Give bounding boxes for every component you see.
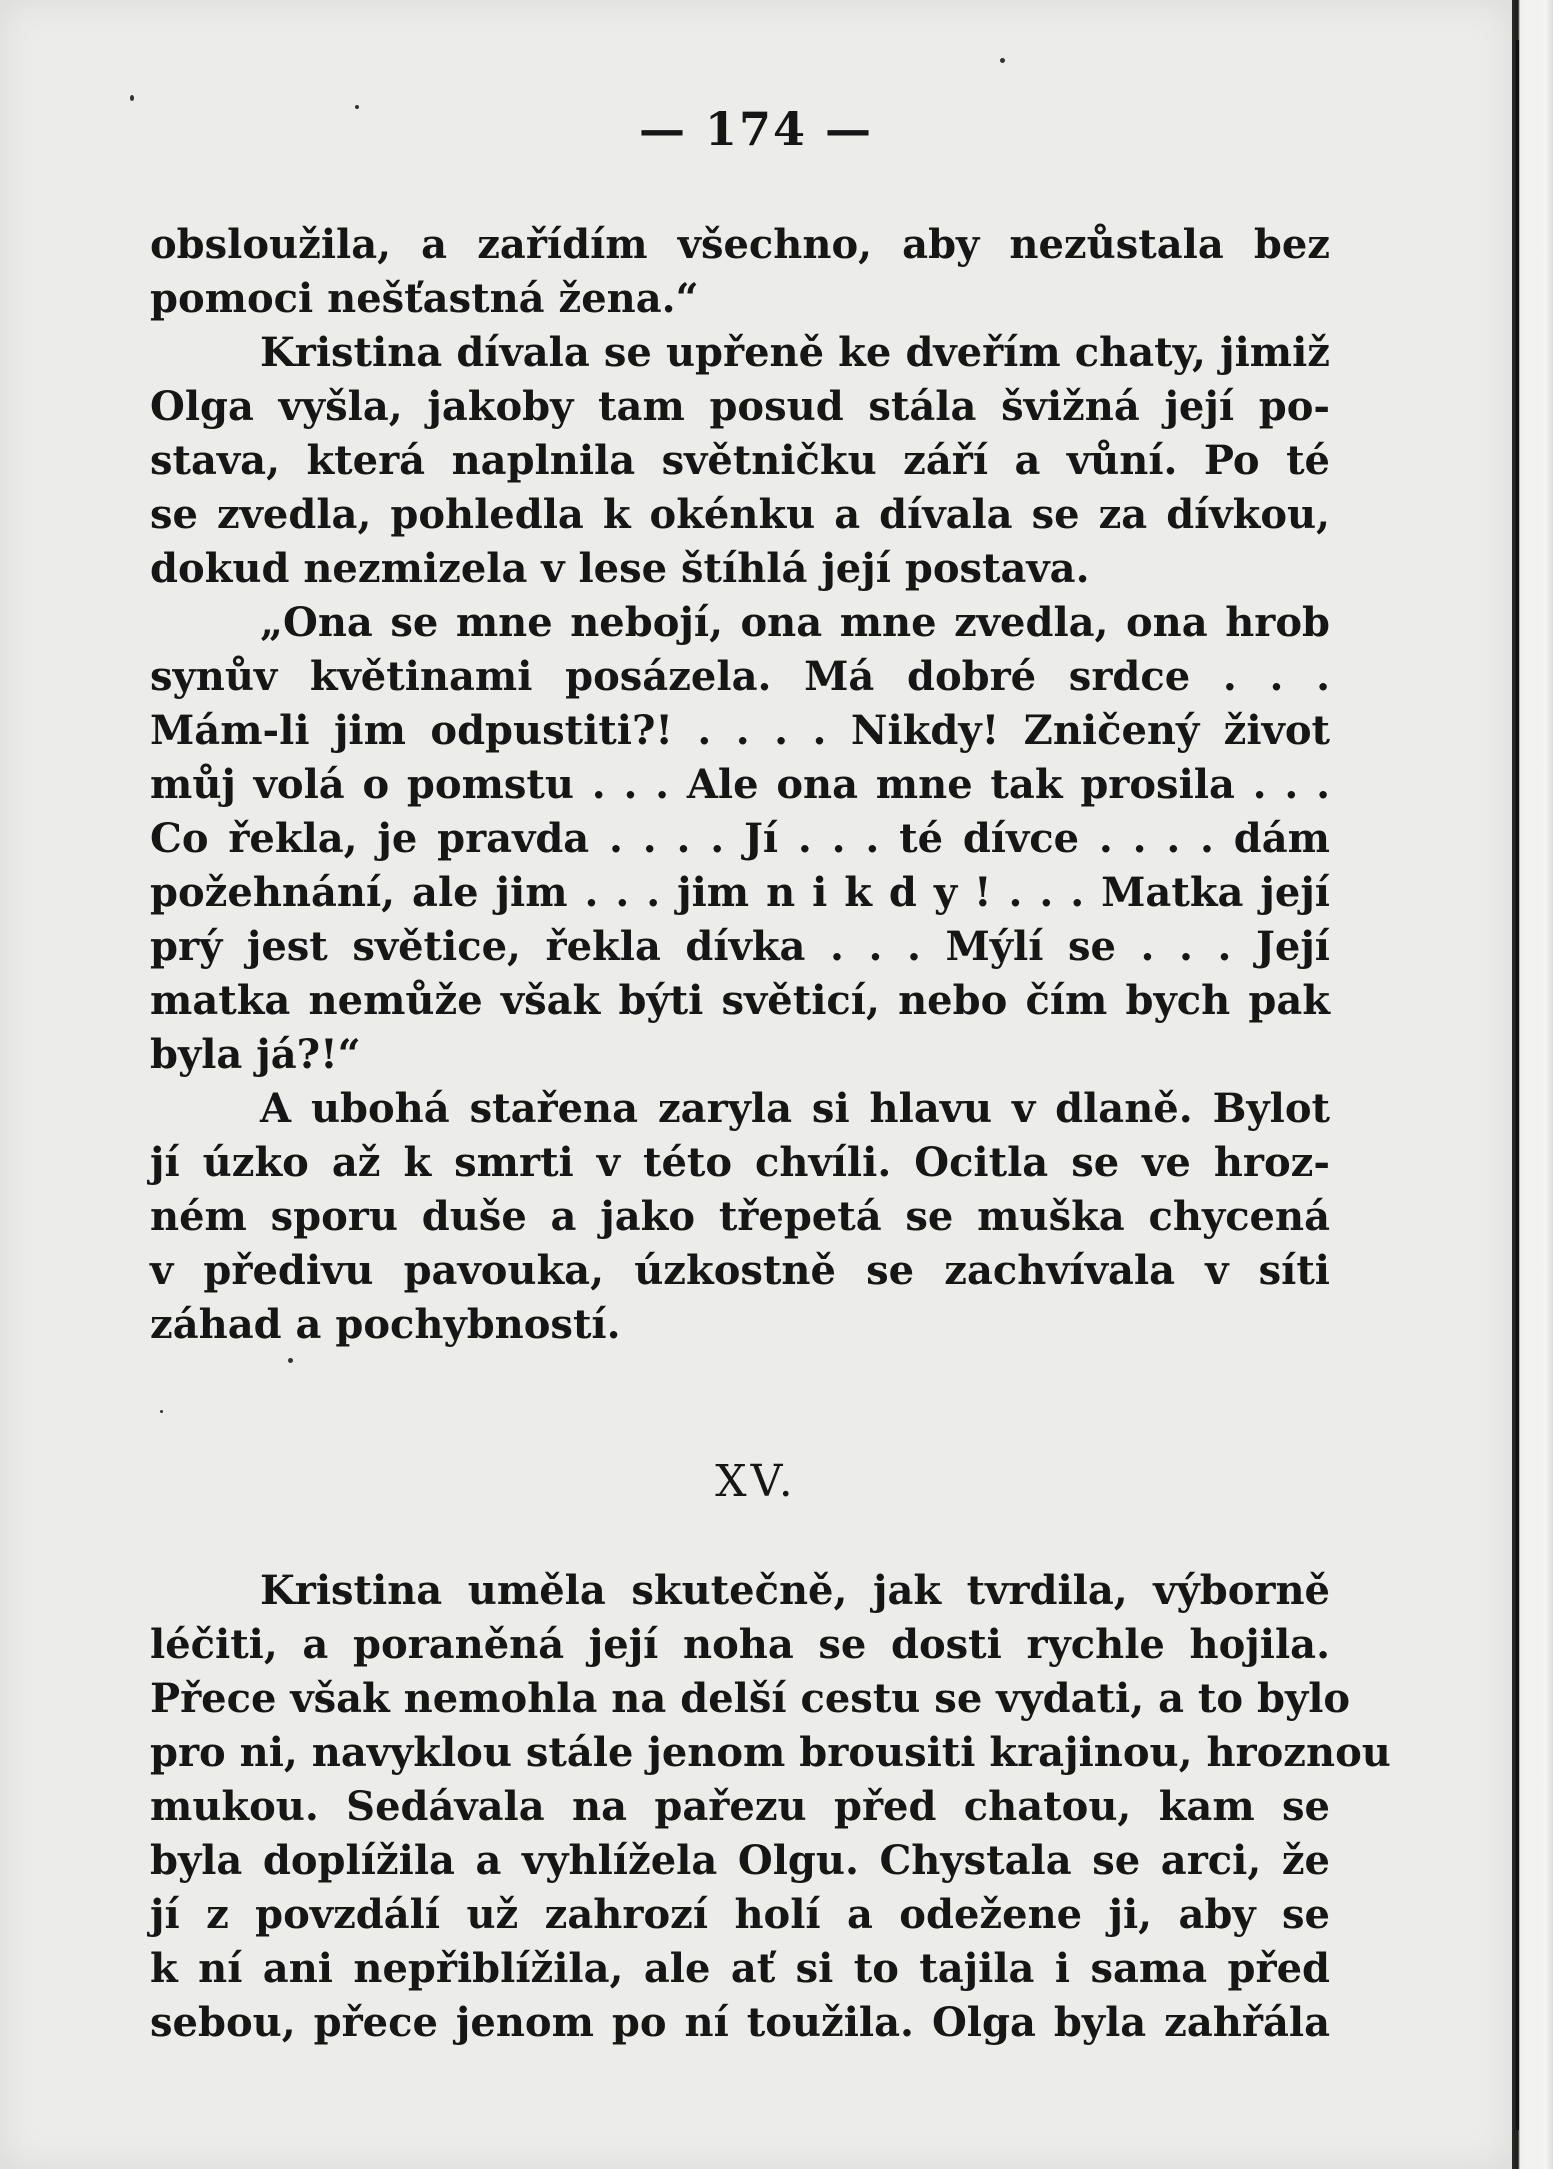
text-section-two — [150, 1564, 1391, 2050]
text-line: v předivu pavouka, úzkostně se zachvívala v síti — [150, 1247, 1330, 1294]
text-line: jí úzko až k smrti v této chvíli. Ocitla se ve hroz- — [150, 1139, 1330, 1186]
paper-speck — [160, 1410, 163, 1413]
text-line: ném sporu duše a jako třepetá se muška chycená — [150, 1193, 1330, 1240]
text-line: léčiti, a poraněná její noha se dosti rychle hojila. — [150, 1621, 1330, 1668]
text-line: synův květinami posázela. Má dobré srdce . . . — [150, 653, 1330, 700]
text-line: Co řekla, je pravda . . . . Jí . . . té dívce . . . . dám — [150, 815, 1330, 862]
text-line: sebou, přece jenom po ní toužila. Olga byla zahřála — [150, 1999, 1330, 2046]
text-line: mukou. Sedávala na pařezu před chatou, kam se — [150, 1783, 1330, 1830]
text-line: pro ni, navyklou stále jenom brousiti krajinou, hroznou — [150, 1729, 1391, 1776]
paper-speck — [1000, 58, 1005, 63]
text-line: požehnání, ale jim . . . jim n i k d y ! . . . Matka její — [150, 869, 1330, 916]
text-section-one — [150, 218, 1330, 1352]
text-line: jí z povzdálí už zahrozí holí a odežene ji, aby se — [150, 1891, 1330, 1938]
text-line: k ní ani nepřiblížila, ale ať si to tajila i sama před — [150, 1945, 1330, 1992]
text-line: byla doplížila a vyhlížela Olgu. Chystala se arci, že — [150, 1837, 1330, 1884]
paper-speck — [288, 1358, 293, 1363]
text-line: Olga vyšla, jakoby tam posud stála švižná její po- — [150, 383, 1330, 430]
text-line: matka nemůže však býti světicí, nebo čím bych pak — [150, 977, 1330, 1024]
text-line: Mám-li jim odpustiti?! . . . . Nikdy! Zničený život — [150, 707, 1330, 754]
paper-speck — [130, 95, 134, 101]
text-line: můj volá o pomstu . . . Ale ona mne tak prosila . . . — [150, 761, 1330, 808]
text-line: byla já?!“ — [150, 1031, 361, 1078]
text-line: záhad a pochybností. — [150, 1301, 621, 1348]
text-line: dokud nezmizela v lese štíhlá její postava. — [150, 545, 1090, 592]
text-line: obsloužila, a zařídím všechno, aby nezůstala bez — [150, 221, 1330, 268]
text-line: se zvedla, pohledla k okénku a dívala se za dívkou, — [150, 491, 1330, 538]
text-line: Přece však nemohla na delší cestu se vydati, a to bylo — [150, 1675, 1351, 1722]
page-number: — 174 — — [638, 102, 874, 156]
binding-edge-line — [1516, 40, 1519, 2130]
text-line: „Ona se mne nebojí, ona mne zvedla, ona hrob — [260, 599, 1330, 646]
chapter-heading: XV. — [715, 1456, 797, 1507]
text-line: Kristina dívala se upřeně ke dveřím chaty, jimiž — [260, 329, 1330, 376]
paper-speck — [355, 105, 359, 109]
text-line: pomoci nešťastná žena.“ — [150, 275, 699, 322]
text-line: Kristina uměla skutečně, jak tvrdila, výborně — [260, 1567, 1330, 1614]
text-line: stava, která naplnila světničku září a vůní. Po té — [150, 437, 1330, 484]
text-line: prý jest světice, řekla dívka . . . Mýlí se . . . Její — [150, 923, 1330, 970]
text-line: A ubohá stařena zaryla si hlavu v dlaně. Bylot — [260, 1085, 1330, 1132]
